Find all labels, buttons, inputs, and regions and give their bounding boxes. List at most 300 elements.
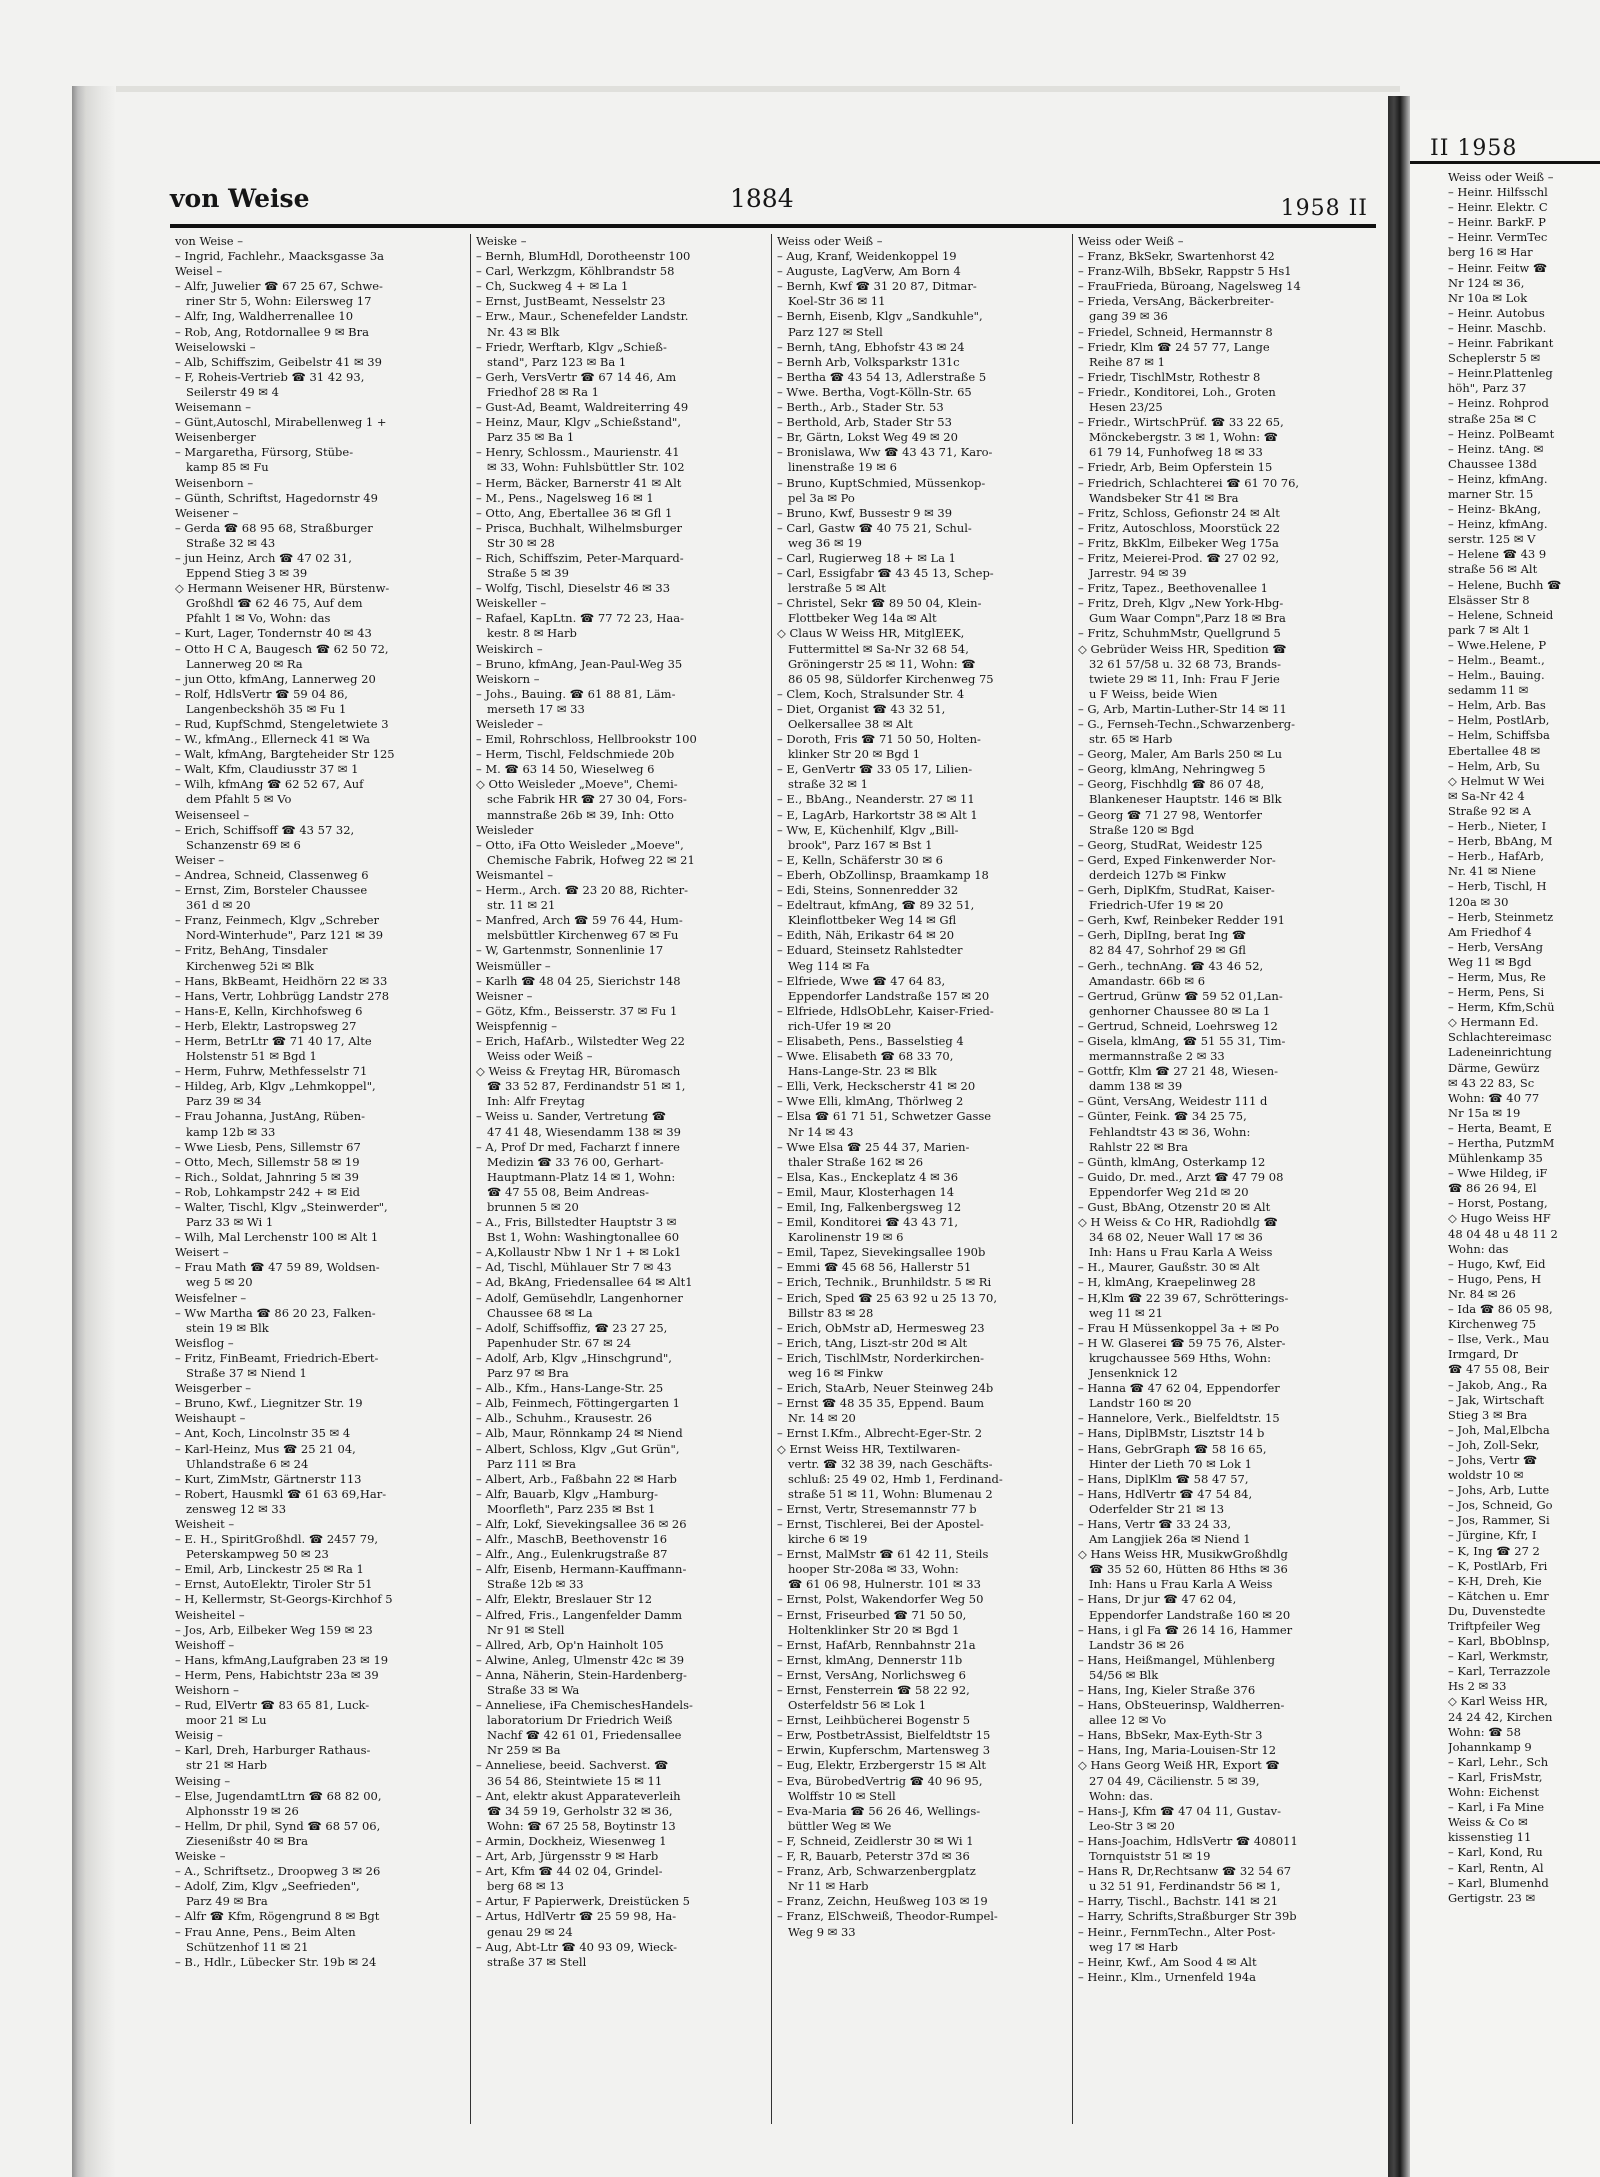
directory-line: – Margaretha, Fürsorg, Stübe- — [175, 445, 354, 460]
facing-directory-line: – Jürgine, Kfr, I — [1448, 1528, 1537, 1543]
directory-line: – Anna, Näherin, Stein-Hardenberg- — [476, 1667, 687, 1682]
directory-line: 61 79 14, Funhofweg 18 ✉ 33 — [1089, 445, 1263, 460]
directory-line: Weiskirch – — [476, 641, 543, 656]
directory-line: – Friedr., Konditorei, Loh., Groten — [1078, 384, 1276, 399]
directory-line: Karolinenstr 19 ✉ 6 — [788, 1230, 904, 1245]
directory-line: Gröningerstr 25 ✉ 11, Wohn: ☎ — [788, 656, 976, 671]
directory-page — [170, 178, 1376, 2138]
directory-line: – Hanna ☎ 47 62 04, Eppendorfer — [1078, 1381, 1280, 1396]
directory-line: – Erich, StaArb, Neuer Steinweg 24b — [777, 1381, 994, 1396]
facing-directory-line: – Hugo, Kwf, Eid — [1448, 1256, 1546, 1271]
directory-line: Weisenborn – — [175, 475, 254, 490]
directory-line: – Heinr, Kwf., Am Sood 4 ✉ Alt — [1078, 1954, 1257, 1969]
directory-line: – Alfr, Eisenb, Hermann-Kauffmann- — [476, 1562, 687, 1577]
directory-line: – Adolf, Zim, Klgv „Seefrieden", — [175, 1879, 360, 1894]
directory-line: – Ingrid, Fachlehr., Maacksgasse 3a — [175, 249, 385, 264]
directory-line: Eppend Stieg 3 ✉ 39 — [186, 566, 308, 581]
directory-line: Weishaupt – — [175, 1411, 246, 1426]
directory-line: – Hans R, Dr,Rechtsanw ☎ 32 54 67 — [1078, 1864, 1292, 1879]
directory-line: – Bertha ☎ 43 54 13, Adlerstraße 5 — [777, 369, 987, 384]
directory-line: – Alfr., Ang., Eulenkrugstraße 87 — [476, 1547, 668, 1562]
directory-line: – Heinr., Klm., Urnenfeld 194a — [1078, 1969, 1257, 1984]
directory-line: – Ant, Koch, Lincolnstr 35 ✉ 4 — [175, 1426, 351, 1441]
directory-line: – Allred, Arb, Op'n Hainholt 105 — [476, 1637, 664, 1652]
directory-line: Nr 11 ✉ Harb — [788, 1879, 869, 1894]
directory-line: – Ernst, VersAng, Norlichsweg 6 — [777, 1667, 966, 1682]
directory-line: kamp 85 ✉ Fu — [186, 460, 269, 475]
directory-line: Wandsbeker Str 41 ✉ Bra — [1089, 490, 1239, 505]
directory-line: – Erw., Maur., Schenefelder Landstr. — [476, 309, 689, 324]
directory-line: Weisheitel – — [175, 1607, 245, 1622]
facing-directory-line: – Heinr.Plattenleg — [1448, 366, 1553, 381]
facing-directory-line: Nr. 41 ✉ Niene — [1448, 864, 1536, 879]
directory-line: – Günt,Autoschl, Mirabellenweg 1 + — [175, 415, 387, 430]
directory-line: – Wwe. Elisabeth ☎ 68 33 70, — [777, 1049, 954, 1064]
directory-line: Lannerweg 20 ✉ Ra — [186, 656, 303, 671]
directory-line: – Ernst, Tischlerei, Bei der Apostel- — [777, 1516, 984, 1531]
page-left-edge — [72, 86, 116, 2177]
directory-line: Parz 35 ✉ Ba 1 — [487, 430, 575, 445]
directory-line: ◇ Weiss & Freytag HR, Büromasch — [476, 1064, 681, 1079]
directory-line: – Ant, elektr akust Apparateverleih — [476, 1788, 681, 1803]
directory-line: – G, Arb, Martin-Luther-Str 14 ✉ 11 — [1078, 701, 1287, 716]
directory-line: 47 41 48, Wiesendamm 138 ✉ 39 — [487, 1124, 681, 1139]
directory-line: – Alb, Maur, Rönnkamp 24 ✉ Niend — [476, 1426, 683, 1441]
facing-header-rule — [1410, 161, 1600, 164]
directory-line: – Rob, Ang, Rotdornallee 9 ✉ Bra — [175, 324, 369, 339]
facing-directory-line: straße 25a ✉ C — [1448, 411, 1537, 426]
directory-line: – Herm, Pens, Habichtstr 23a ✉ 39 — [175, 1667, 379, 1682]
directory-line: moor 21 ✉ Lu — [186, 1713, 267, 1728]
directory-line: Wohn: das. — [1089, 1788, 1154, 1803]
facing-directory-line: – Helm., Bauing. — [1448, 668, 1545, 683]
directory-line: ◇ Gebrüder Weiss HR, Spedition ☎ — [1078, 641, 1287, 656]
directory-line: kamp 12b ✉ 33 — [186, 1124, 276, 1139]
directory-line: – Fritz, Tapez., Beethovenallee 1 — [1078, 581, 1268, 596]
directory-line: Eppendorfer Landstraße 157 ✉ 20 — [788, 988, 990, 1003]
directory-line: – Elisabeth, Pens., Basselstieg 4 — [777, 1033, 964, 1048]
directory-line: – E., BbAng., Neanderstr. 27 ✉ 11 — [777, 792, 975, 807]
facing-directory-line: Elsässer Str 8 — [1448, 592, 1530, 607]
directory-line: – H., Maurer, Gaußstr. 30 ✉ Alt — [1078, 1260, 1260, 1275]
directory-line: – F, R, Bauarb, Peterstr 37d ✉ 36 — [777, 1849, 970, 1864]
directory-line: Parz 97 ✉ Bra — [487, 1366, 569, 1381]
directory-line: – Rich, Schiffszim, Peter-Marquard- — [476, 550, 684, 565]
facing-directory-line: – Ida ☎ 86 05 98, — [1448, 1302, 1553, 1317]
directory-line: – Fritz, FinBeamt, Friedrich-Ebert- — [175, 1350, 379, 1365]
facing-directory-line: – Herb., HafArb, — [1448, 849, 1545, 864]
directory-line: Hesen 23/25 — [1089, 400, 1163, 415]
facing-directory-line: – Johs, Vertr ☎ — [1448, 1452, 1538, 1467]
directory-line: – Erich, Sped ☎ 25 63 92 u 25 13 70, — [777, 1290, 997, 1305]
directory-line: Jarrestr. 94 ✉ 39 — [1089, 566, 1187, 581]
directory-line: – Franz-Wilh, BbSekr, Rappstr 5 Hs1 — [1078, 264, 1292, 279]
facing-directory-line: – Heinr. Autobus — [1448, 305, 1545, 320]
directory-line: – Günt, VersAng, Weidestr 111 d — [1078, 1094, 1268, 1109]
facing-directory-line: straße 56 ✉ Alt — [1448, 562, 1538, 577]
directory-line: – Franz, BkSekr, Swartenhorst 42 — [1078, 249, 1275, 264]
directory-line: – Emil, Arb, Linckestr 25 ✉ Ra 1 — [175, 1562, 364, 1577]
directory-line: – Gerh, DiplKfm, StudRat, Kaiser- — [1078, 883, 1275, 898]
directory-line: – Albert, Schloss, Klgv „Gut Grün", — [476, 1441, 680, 1456]
directory-line: – Christel, Sekr ☎ 89 50 04, Klein- — [777, 596, 982, 611]
directory-line: laboratorium Dr Friedrich Weiß — [487, 1713, 673, 1728]
directory-line: 54/56 ✉ Blk — [1089, 1667, 1159, 1682]
running-head-left: von Weise — [170, 184, 310, 213]
directory-line: stand", Parz 123 ✉ Ba 1 — [487, 354, 627, 369]
directory-line: Parz 111 ✉ Bra — [487, 1456, 576, 1471]
facing-directory-line: – Karl, Blumenhd — [1448, 1875, 1549, 1890]
directory-line: – Elsa ☎ 61 71 51, Schwetzer Gasse — [777, 1109, 992, 1124]
directory-line: Papenhuder Str. 67 ✉ 24 — [487, 1335, 632, 1350]
directory-line: – Herm, BetrLtr ☎ 71 40 17, Alte — [175, 1033, 372, 1048]
directory-line: Schützenhof 11 ✉ 21 — [186, 1939, 309, 1954]
directory-line: Inh: Alfr Freytag — [487, 1094, 585, 1109]
directory-line: Nachf ☎ 42 61 01, Friedensallee — [487, 1728, 682, 1743]
directory-line: Weiss oder Weiß – — [777, 234, 883, 248]
facing-directory-line: – Heinz. PolBeamt — [1448, 426, 1555, 441]
directory-line: – Erich, tAng, Liszt-str 20d ✉ Alt — [777, 1335, 968, 1350]
directory-line: – Erich, ObMstr aD, Hermesweg 23 — [777, 1320, 985, 1335]
directory-line: – Bernh Arb, Volksparkstr 131c — [777, 354, 960, 369]
directory-line: ◇ Otto Weisleder „Moeve", Chemi- — [476, 777, 678, 792]
directory-line: Reihe 87 ✉ 1 — [1089, 354, 1165, 369]
facing-directory-line: Gertigstr. 23 ✉ — [1448, 1890, 1536, 1905]
directory-line: – Br, Gärtn, Lokst Weg 49 ✉ 20 — [777, 430, 958, 445]
directory-line: Futtermittel ✉ Sa-Nr 32 68 54, — [788, 641, 969, 656]
directory-line: – Carl, Werkzgm, Köhlbrandstr 58 — [476, 264, 675, 279]
directory-line: Bst 1, Wohn: Washingtonallee 60 — [487, 1230, 680, 1245]
facing-directory-line: – Heinz. tAng. ✉ — [1448, 441, 1544, 456]
directory-line: u 32 51 91, Ferdinandstr 56 ✉ 1, — [1089, 1879, 1281, 1894]
directory-line: – Friedr, Arb, Beim Opferstein 15 — [1078, 460, 1273, 475]
directory-line: – Franz, Zeichn, Heußweg 103 ✉ 19 — [777, 1894, 988, 1909]
facing-directory-line: – Wwe Hildeg, iF — [1448, 1166, 1548, 1181]
directory-line: – Anneliese, iFa ChemischesHandels- — [476, 1698, 693, 1713]
directory-line: – Erwin, Kupferschm, Martensweg 3 — [777, 1743, 991, 1758]
directory-line: Nr. 14 ✉ 20 — [788, 1411, 856, 1426]
facing-directory-line: – Helm, PostlArb, — [1448, 713, 1550, 728]
directory-line: – Clem, Koch, Stralsunder Str. 4 — [777, 686, 965, 701]
facing-directory-line: – Heinr. Feitw ☎ — [1448, 260, 1548, 275]
facing-directory-line: Kirchenweg 75 — [1448, 1317, 1537, 1332]
directory-line: twiete 29 ✉ 11, Inh: Frau F Jerie — [1089, 671, 1280, 686]
directory-line: – Ernst, AutoElektr, Tiroler Str 51 — [175, 1577, 373, 1592]
directory-line: – Hans, Ing, Kieler Straße 376 — [1078, 1683, 1256, 1697]
facing-directory-line: – Heinr. BarkF. P — [1448, 215, 1546, 230]
directory-line: Nord-Winterhude", Parz 121 ✉ 39 — [186, 928, 384, 943]
directory-line: – Eva, BürobedVertrig ☎ 40 96 95, — [777, 1773, 983, 1788]
directory-line: – Gerh, DiplIng, berat Ing ☎ — [1078, 928, 1247, 943]
directory-line: Weiser – — [175, 852, 224, 867]
directory-line: – Alfr., MaschB, Beethovenstr 16 — [476, 1532, 668, 1547]
directory-line: – Friedel, Schneid, Hermannstr 8 — [1078, 324, 1273, 339]
directory-line: Inh: Hans u Frau Karla A Weiss — [1089, 1245, 1273, 1260]
directory-line: – Franz, ElSchweiß, Theodor-Rumpel- — [777, 1909, 998, 1924]
directory-line: – Wwe. Bertha, Vogt-Kölln-Str. 65 — [777, 384, 972, 399]
directory-line: – Albert, Arb., Faßbahn 22 ✉ Harb — [476, 1471, 677, 1486]
directory-line: – Ernst ☎ 48 35 35, Eppend. Baum — [777, 1396, 985, 1411]
directory-line: – Gust, BbAng, Otzenstr 20 ✉ Alt — [1078, 1200, 1271, 1214]
directory-line: – Erich, HafArb., Wilstedter Weg 22 — [476, 1033, 685, 1048]
directory-line: – Gottfr, Klm ☎ 27 21 48, Wiesen- — [1078, 1064, 1278, 1079]
directory-line: – Bronislawa, Ww ☎ 43 43 71, Karo- — [777, 445, 993, 460]
directory-line: Peterskampweg 50 ✉ 23 — [186, 1547, 329, 1562]
directory-line: ☎ 61 06 98, Hulnerstr. 101 ✉ 33 — [788, 1577, 981, 1592]
directory-line: – E. H., SpiritGroßhdl. ☎ 2457 79, — [175, 1532, 379, 1547]
directory-line: ◇ Hans Georg Weiß HR, Export ☎ — [1078, 1758, 1280, 1773]
directory-line: Straße 12b ✉ 33 — [487, 1577, 584, 1592]
facing-directory-line: Triftpfeiler Weg — [1448, 1619, 1541, 1633]
directory-line: – Hellm, Dr phil, Synd ☎ 68 57 06, — [175, 1818, 381, 1833]
directory-line: – Frau H Müssenkoppel 3a + ✉ Po — [1078, 1320, 1280, 1335]
directory-line: – Eug, Elektr, Erzbergerstr 15 ✉ Alt — [777, 1758, 987, 1773]
facing-directory-line: – Karl, Kond, Ru — [1448, 1845, 1543, 1860]
directory-line: Weisgerber – — [175, 1381, 252, 1396]
directory-line: – Emil, Ing, Falkenbergsweg 12 — [777, 1200, 962, 1214]
directory-line: – W, Gartenmstr, Sonnenlinie 17 — [476, 943, 664, 958]
directory-line: – Ernst, Vertr, Stresemannstr 77 b — [777, 1501, 977, 1516]
directory-line: Weg 114 ✉ Fa — [788, 958, 870, 973]
directory-line: – Ernst, JustBeamt, Nesselstr 23 — [476, 294, 666, 309]
directory-line: Jensenknick 12 — [1089, 1366, 1178, 1381]
column-3 — [772, 234, 1073, 2124]
directory-line: – Otto, iFa Otto Weisleder „Moeve", — [476, 837, 684, 852]
directory-line: – H W. Glaserei ☎ 59 75 76, Alster- — [1078, 1335, 1286, 1350]
directory-line: Holstenstr 51 ✉ Bgd 1 — [186, 1049, 317, 1064]
directory-line: – Franz, Arb, Schwarzenbergplatz — [777, 1864, 976, 1879]
directory-line: – A., Fris, Billstedter Hauptstr 3 ✉ — [476, 1215, 677, 1230]
directory-line: Eppendorfer Weg 21d ✉ 20 — [1089, 1184, 1249, 1199]
directory-line: – Edeltraut, kfmAng, ☎ 89 32 51, — [777, 898, 975, 913]
directory-line: Mönckebergstr. 3 ✉ 1, Wohn: ☎ — [1089, 430, 1278, 445]
directory-line: Weisener – — [175, 505, 239, 520]
directory-line: – Herm, Bäcker, Barnerstr 41 ✉ Alt — [476, 475, 682, 490]
directory-line: – Otto, Mech, Sillemstr 58 ✉ 19 — [175, 1154, 360, 1169]
facing-directory-line: – Jos, Schneid, Go — [1448, 1498, 1553, 1513]
directory-line: Weiselowski – — [175, 339, 256, 354]
directory-line: – Wilh, Mal Lerchenstr 100 ✉ Alt 1 — [175, 1230, 379, 1245]
directory-line: – Prisca, Buchhalt, Wilhelmsburger — [476, 520, 683, 535]
facing-page — [1410, 110, 1600, 2177]
directory-line: – Frau Johanna, JustAng, Rüben- — [175, 1109, 366, 1124]
directory-line: – Walt, kfmAng, Bargteheider Str 125 — [175, 747, 395, 762]
facing-directory-line: – Karl, BbOblnsp, — [1448, 1634, 1550, 1649]
directory-line: – Jos, Arb, Eilbeker Weg 159 ✉ 23 — [175, 1622, 373, 1637]
directory-line: – Guido, Dr. med., Arzt ☎ 47 79 08 — [1078, 1169, 1284, 1184]
facing-page-column — [1448, 170, 1600, 2160]
facing-directory-line: – Karl, Werkmstr, — [1448, 1649, 1549, 1664]
directory-line: – Alb, Schiffszim, Geibelstr 41 ✉ 39 — [175, 354, 382, 369]
directory-line: Weisert – — [175, 1245, 229, 1260]
directory-line: 27 04 49, Cäcilienstr. 5 ✉ 39, — [1089, 1773, 1260, 1788]
directory-line: Weisleder — [476, 822, 534, 837]
directory-line: hooper Str-208a ✉ 33, Wohn: — [788, 1562, 959, 1577]
directory-line: riner Str 5, Wohn: Eilersweg 17 — [186, 294, 372, 309]
directory-line: weg 36 ✉ 19 — [788, 535, 862, 550]
directory-line: ◇ Claus W Weiss HR, MitglEEK, — [777, 626, 965, 641]
directory-line: – jun Otto, kfmAng, Lannerweg 20 — [175, 671, 376, 686]
directory-line: Friedhof 28 ✉ Ra 1 — [487, 384, 599, 399]
directory-line: – Frau Anne, Pens., Beim Alten — [175, 1924, 356, 1939]
directory-line: 36 54 86, Steintwiete 15 ✉ 11 — [487, 1773, 663, 1788]
facing-directory-line: ◇ Helmut W Wei — [1448, 773, 1545, 788]
running-head-right: 1958 II — [1280, 196, 1368, 221]
directory-line: – Anneliese, beeid. Sachverst. ☎ — [476, 1758, 669, 1773]
facing-directory-line: – Johs, Arb, Lutte — [1448, 1483, 1550, 1498]
facing-directory-line: – Karl, FrisMstr, — [1448, 1769, 1543, 1784]
directory-line: – Heinr., FernmTechn., Alter Post- — [1078, 1924, 1276, 1939]
directory-line: – Walt, Kfm, Claudiusstr 37 ✉ 1 — [175, 762, 359, 777]
directory-line: dem Pfahlt 5 ✉ Vo — [186, 792, 292, 807]
facing-directory-line: Wohn: Eichenst — [1448, 1785, 1539, 1800]
directory-line: – Berthold, Arb, Stader Str 53 — [777, 415, 952, 430]
directory-line: – M. ☎ 63 14 50, Wieselweg 6 — [476, 762, 655, 777]
directory-line: damm 138 ✉ 39 — [1089, 1079, 1183, 1094]
page-header — [170, 178, 1376, 221]
directory-line: – jun Heinz, Arch ☎ 47 02 31, — [175, 550, 352, 565]
facing-directory-line: – Helene, Buchh ☎ — [1448, 577, 1562, 592]
facing-directory-line: – Kätchen u. Emr — [1448, 1588, 1549, 1603]
directory-line: – H, klmAng, Kraepelinweg 28 — [1078, 1275, 1256, 1290]
facing-directory-line: – Heinr. Fabrikant — [1448, 336, 1554, 351]
directory-line: – Franz, Feinmech, Klgv „Schreber — [175, 913, 380, 928]
directory-line: – Ernst, MalMstr ☎ 61 42 11, Steils — [777, 1547, 989, 1562]
directory-line: – Friedr, Werftarb, Klgv „Schieß- — [476, 339, 667, 354]
directory-line: – Adolf, Schiffsoffiz, ☎ 23 27 25, — [476, 1320, 668, 1335]
facing-directory-line: serstr. 125 ✉ V — [1448, 532, 1536, 547]
directory-line: – Herm, Tischl, Feldschmiede 20b — [476, 747, 675, 762]
directory-line: – Alfred, Fris., Langenfelder Damm — [476, 1607, 683, 1622]
directory-line: – Friedr, Klm ☎ 24 57 77, Lange — [1078, 339, 1270, 354]
directory-line: – Harry, Schrifts,Straßburger Str 39b — [1078, 1909, 1297, 1924]
directory-line: 32 61 57/58 u. 32 68 73, Brands- — [1089, 656, 1281, 671]
directory-line: Weiskeller – — [476, 596, 547, 611]
directory-line: ☎ 33 52 87, Ferdinandstr 51 ✉ 1, — [487, 1079, 686, 1094]
directory-line: – Erich, Technik., Brunhildstr. 5 ✉ Ri — [777, 1275, 992, 1290]
directory-line: – Rafael, KapLtn. ☎ 77 72 23, Haa- — [476, 611, 685, 626]
facing-directory-line: Chaussee 138d — [1448, 456, 1537, 471]
directory-line: weg 11 ✉ 21 — [1089, 1305, 1163, 1320]
directory-line: – Herb, Elektr, Lastropsweg 27 — [175, 1018, 357, 1033]
directory-line: – Gertrud, Schneid, Loehrsweg 12 — [1078, 1018, 1278, 1033]
directory-line: – Alwine, Anleg, Ulmenstr 42c ✉ 39 — [476, 1652, 685, 1667]
facing-directory-line: – Karl, i Fa Mine — [1448, 1800, 1545, 1815]
facing-directory-line: – Heinr. VermTec — [1448, 230, 1548, 245]
directory-line: ☎ 34 59 19, Gerholstr 32 ✉ 36, — [487, 1803, 673, 1818]
facing-directory-line: Wohn: ☎ 40 77 — [1448, 1090, 1540, 1105]
directory-line: Weishorn – — [175, 1683, 239, 1697]
directory-line: genhorner Chaussee 80 ✉ La 1 — [1089, 1003, 1271, 1018]
facing-directory-line: – Joh, Zoll-Sekr, — [1448, 1437, 1540, 1452]
directory-line: str 21 ✉ Harb — [186, 1758, 267, 1773]
facing-directory-line: ◇ Karl Weiss HR, — [1448, 1694, 1548, 1709]
directory-line: Rahlstr 22 ✉ Bra — [1089, 1139, 1188, 1154]
directory-line: ☎ 47 55 08, Beim Andreas- — [487, 1184, 650, 1199]
directory-line: – Harry, Tischl., Bachstr. 141 ✉ 21 — [1078, 1894, 1279, 1909]
directory-line: Billstr 83 ✉ 28 — [788, 1305, 874, 1320]
directory-line: Weisenberger — [175, 430, 256, 445]
directory-line: Nr 259 ✉ Ba — [487, 1743, 561, 1758]
directory-line: Str 30 ✉ 28 — [487, 535, 555, 550]
directory-line: Hans-Lange-Str. 23 ✉ Blk — [788, 1064, 937, 1079]
directory-line: – Eva-Maria ☎ 56 26 46, Wellings- — [777, 1803, 981, 1818]
directory-line: – A., Schriftsetz., Droopweg 3 ✉ 26 — [175, 1864, 381, 1879]
directory-line: – A,Kollaustr Nbw 1 Nr 1 + ✉ Lok1 — [476, 1245, 682, 1260]
directory-line: – Johs., Bauing. ☎ 61 88 81, Läm- — [476, 686, 676, 701]
directory-line: Inh: Hans u Frau Karla A Weiss — [1089, 1577, 1273, 1592]
directory-line: – Edi, Steins, Sonnenredder 32 — [777, 883, 959, 898]
directory-line: Weiske – — [175, 1849, 226, 1864]
directory-line: – M., Pens., Nagelsweg 16 ✉ 1 — [476, 490, 654, 505]
facing-directory-line: Weiss & Co ✉ — [1448, 1815, 1528, 1830]
directory-line: mermannstraße 2 ✉ 33 — [1089, 1049, 1225, 1064]
directory-line: – Else, JugendamtLtrn ☎ 68 82 00, — [175, 1788, 382, 1803]
directory-line: ☎ 35 52 60, Hütten 86 Hths ✉ 36 — [1089, 1562, 1288, 1577]
facing-directory-line: Därme, Gewürz — [1448, 1060, 1540, 1075]
directory-line: ◇ Hans Weiss HR, MusikwGroßhdlg — [1078, 1547, 1288, 1562]
directory-line: – Ernst, HafArb, Rennbahnstr 21a — [777, 1637, 976, 1652]
directory-line: – Armin, Dockheiz, Wiesenweg 1 — [476, 1833, 667, 1848]
facing-directory-line: Nr 124 ✉ 36, — [1448, 275, 1525, 290]
directory-line: – Emmi ☎ 45 68 56, Hallerstr 51 — [777, 1260, 972, 1275]
facing-directory-line: ✉ 43 22 83, Sc — [1448, 1075, 1535, 1090]
facing-directory-line: Mühlenkamp 35 — [1448, 1151, 1543, 1166]
directory-line: – Rud, ElVertr ☎ 83 65 81, Luck- — [175, 1698, 370, 1713]
facing-directory-line: ◇ Hugo Weiss HF — [1448, 1211, 1551, 1226]
directory-line: – Hans, i gl Fa ☎ 26 14 16, Hammer — [1078, 1622, 1293, 1637]
directory-line: Chaussee 68 ✉ La — [487, 1305, 593, 1320]
facing-directory-line: – Jos, Rammer, Si — [1448, 1513, 1550, 1528]
directory-line: Nr 91 ✉ Stell — [487, 1622, 565, 1637]
directory-line: kirche 6 ✉ 19 — [788, 1532, 868, 1547]
facing-directory-line: – Herb., Nieter, I — [1448, 819, 1547, 834]
directory-line: – Ww, E, Küchenhilf, Klgv „Bill- — [777, 822, 959, 837]
facing-directory-line: – Herb, Steinmetz — [1448, 909, 1554, 924]
directory-line: str. 65 ✉ Harb — [1089, 732, 1173, 747]
directory-line: 34 68 02, Neuer Wall 17 ✉ 36 — [1089, 1230, 1263, 1245]
facing-directory-line: park 7 ✉ Alt 1 — [1448, 622, 1531, 637]
directory-line: 82 84 47, Sohrhof 29 ✉ Gfl — [1089, 943, 1246, 958]
directory-line: Friedrich-Ufer 19 ✉ 20 — [1089, 898, 1224, 913]
directory-line: – Rolf, HdlsVertr ☎ 59 04 86, — [175, 686, 348, 701]
facing-directory-line: – Karl, Rentn, Al — [1448, 1860, 1544, 1875]
directory-line: Weiskorn – — [476, 671, 540, 686]
directory-line: – Hans-E, Kelln, Kirchhofsweg 6 — [175, 1003, 363, 1018]
directory-line: Weg 9 ✉ 33 — [788, 1924, 856, 1939]
directory-line: – Wwe Elsa ☎ 25 44 37, Marien- — [777, 1139, 970, 1154]
directory-line: – Weiss u. Sander, Vertretung ☎ — [476, 1109, 667, 1124]
directory-line: – Hans, BkBeamt, Heidhörn 22 ✉ 33 — [175, 973, 388, 988]
facing-directory-line: – Joh, Mal,Elbcha — [1448, 1422, 1550, 1437]
directory-line: vertr. ☎ 32 38 39, nach Geschäfts- — [788, 1456, 993, 1471]
directory-line: gang 39 ✉ 36 — [1089, 309, 1168, 324]
directory-line: rich-Ufer 19 ✉ 20 — [788, 1018, 892, 1033]
directory-line: – Gerda ☎ 68 95 68, Straßburger — [175, 520, 373, 535]
facing-directory-line: – Heinr. Maschb. — [1448, 320, 1547, 335]
facing-directory-line: marner Str. 15 — [1448, 486, 1534, 501]
directory-line: – E, LagArb, Harkortstr 38 ✉ Alt 1 — [777, 807, 978, 822]
directory-line: – Elli, Verk, Heckscherstr 41 ✉ 20 — [777, 1079, 976, 1094]
directory-line: – Alfr, Elektr, Breslauer Str 12 — [476, 1592, 653, 1607]
facing-directory-line: – Helm, Arb. Bas — [1448, 698, 1546, 713]
directory-line: Weisemann – — [175, 400, 252, 415]
directory-line: 361 d ✉ 20 — [186, 898, 251, 913]
directory-line: – Rob, Lohkampstr 242 + ✉ Eid — [175, 1184, 361, 1199]
directory-line: – Ernst, Leihbücherei Bogenstr 5 — [777, 1713, 971, 1728]
directory-line: schluß: 25 49 02, Hmb 1, Ferdinand- — [788, 1471, 1003, 1486]
directory-line: Straße 32 ✉ 43 — [186, 535, 276, 550]
